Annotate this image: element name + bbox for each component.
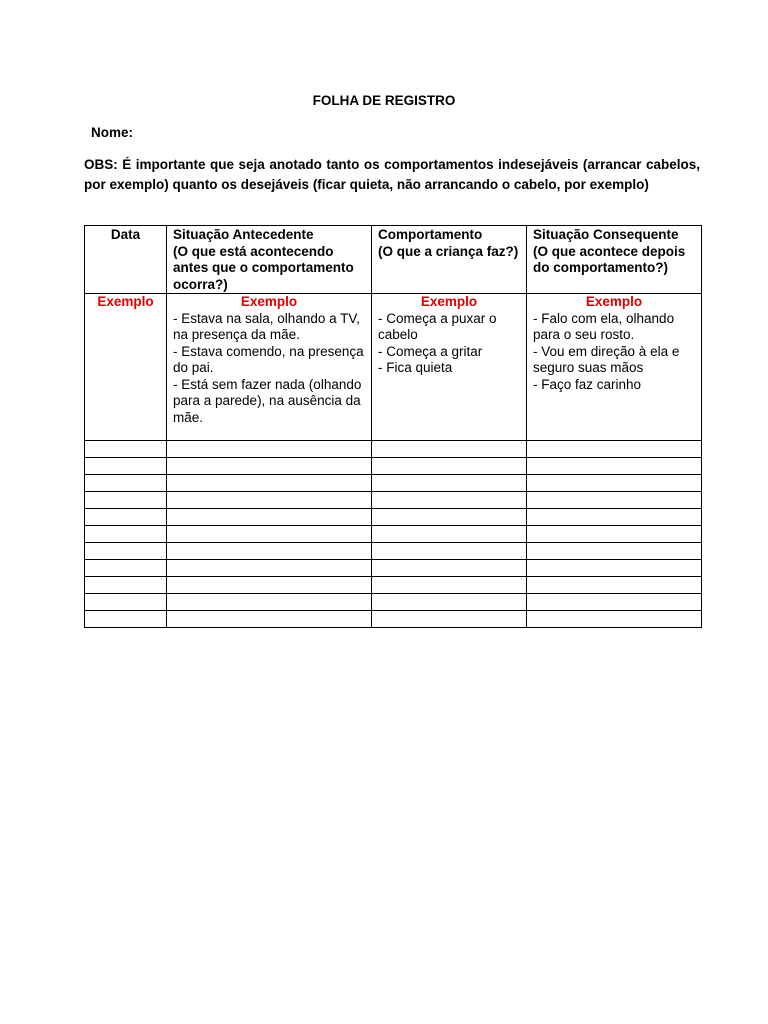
empty-cell-comportamento <box>372 492 527 509</box>
empty-cell-data <box>85 611 167 628</box>
empty-cell-comportamento <box>372 458 527 475</box>
empty-record-row <box>85 475 702 492</box>
empty-cell-data <box>85 526 167 543</box>
example-consequente-line: - Vou em direção à ela e seguro suas mãos <box>533 343 680 375</box>
header-data-title: Data <box>110 227 141 242</box>
empty-cell-consequente <box>527 526 702 543</box>
empty-cell-data <box>85 543 167 560</box>
empty-cell-consequente <box>527 458 702 475</box>
empty-cell-data <box>85 509 167 526</box>
empty-record-row <box>85 492 702 509</box>
empty-cell-comportamento <box>372 594 527 611</box>
obs-paragraph: OBS: É importante que seja anotado tanto os comportamentos indesejáveis (arrancar cabelos, por exemplo) quanto os desejáveis (ficar quieta, não arrancando o cabelo, por exemplo) <box>84 157 700 192</box>
empty-cell-antecedente <box>167 458 372 475</box>
header-comportamento-subtitle: (O que a criança faz?) <box>378 243 519 259</box>
empty-cell-consequente <box>527 475 702 492</box>
empty-cell-antecedente <box>167 492 372 509</box>
empty-cell-antecedente <box>167 441 372 458</box>
empty-cell-data <box>85 594 167 611</box>
empty-record-row <box>85 611 702 628</box>
header-comportamento-title: Comportamento <box>378 227 483 242</box>
empty-cell-antecedente <box>167 577 372 594</box>
empty-cell-consequente <box>527 594 702 611</box>
empty-cell-data <box>85 441 167 458</box>
document-title: FOLHA DE REGISTRO <box>312 93 456 108</box>
empty-cell-comportamento <box>372 509 527 526</box>
empty-record-row <box>85 594 702 611</box>
example-label: Exemplo <box>97 294 154 309</box>
example-antecedente-line: - Estava na sala, olhando a TV, na presença da mãe. <box>173 310 360 342</box>
empty-record-row <box>85 526 702 543</box>
empty-cell-antecedente <box>167 475 372 492</box>
empty-cell-data <box>85 458 167 475</box>
empty-record-row <box>85 560 702 577</box>
example-consequente-line: - Faço faz carinho <box>533 376 642 392</box>
example-consequente-cell <box>527 294 702 441</box>
example-antecedente-line: - Está sem fazer nada (olhando para a parede), na ausência da mãe. <box>173 376 362 425</box>
example-antecedente-cell <box>167 294 372 441</box>
header-antecedente-title: Situação Antecedente <box>173 227 314 242</box>
empty-cell-comportamento <box>372 611 527 628</box>
example-consequente-line: - Falo com ela, olhando para o seu rosto. <box>533 310 675 342</box>
empty-cell-antecedente <box>167 560 372 577</box>
example-antecedente-line: - Estava comendo, na presença do pai. <box>173 343 364 375</box>
empty-record-row <box>85 458 702 475</box>
header-consequente <box>527 226 702 294</box>
header-antecedente-subtitle: (O que está acontecendo antes que o comportamento ocorra?) <box>173 243 354 292</box>
empty-cell-data <box>85 560 167 577</box>
empty-cell-comportamento <box>372 577 527 594</box>
empty-cell-comportamento <box>372 543 527 560</box>
empty-cell-consequente <box>527 441 702 458</box>
example-comportamento-line: - Começa a gritar <box>378 343 483 359</box>
empty-cell-data <box>85 475 167 492</box>
empty-cell-comportamento <box>372 526 527 543</box>
empty-cell-comportamento <box>372 475 527 492</box>
empty-record-row <box>85 577 702 594</box>
header-antecedente <box>167 226 372 294</box>
header-consequente-title: Situação Consequente <box>533 227 679 242</box>
empty-cell-comportamento <box>372 441 527 458</box>
empty-cell-consequente <box>527 492 702 509</box>
empty-record-row <box>85 543 702 560</box>
example-label: Exemplo <box>420 294 478 309</box>
header-consequente-subtitle: (O que acontece depois do comportamento?) <box>533 243 686 275</box>
registro-table <box>84 225 702 628</box>
empty-cell-antecedente <box>167 526 372 543</box>
empty-cell-consequente <box>527 560 702 577</box>
empty-cell-consequente <box>527 577 702 594</box>
example-data-cell <box>85 294 167 441</box>
empty-cell-antecedente <box>167 543 372 560</box>
example-comportamento-line: - Fica quieta <box>378 360 453 375</box>
empty-record-row <box>85 509 702 526</box>
example-comportamento-line: - Começa a puxar o cabelo <box>378 310 497 342</box>
example-row <box>85 294 702 441</box>
empty-cell-comportamento <box>372 560 527 577</box>
empty-cell-data <box>85 492 167 509</box>
example-label: Exemplo <box>585 294 643 309</box>
nome-label: Nome: <box>91 125 134 140</box>
example-label: Exemplo <box>240 294 298 309</box>
empty-record-row <box>85 441 702 458</box>
header-row <box>85 226 702 294</box>
empty-cell-antecedente <box>167 611 372 628</box>
header-data <box>85 226 167 294</box>
empty-cell-consequente <box>527 543 702 560</box>
empty-cell-consequente <box>527 611 702 628</box>
empty-cell-data <box>85 577 167 594</box>
header-comportamento <box>372 226 527 294</box>
example-comportamento-cell <box>372 294 527 441</box>
empty-cell-antecedente <box>167 509 372 526</box>
empty-cell-consequente <box>527 509 702 526</box>
empty-cell-antecedente <box>167 594 372 611</box>
